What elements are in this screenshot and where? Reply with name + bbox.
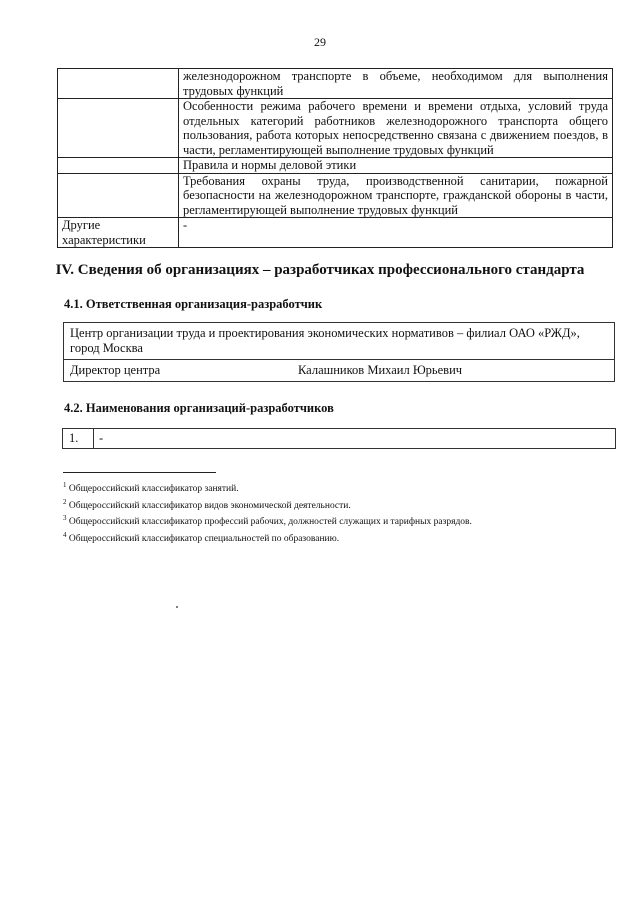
footnote [63, 496, 472, 513]
footnote-mark: 4 [63, 530, 67, 539]
footnote-mark: 1 [63, 481, 67, 489]
developers-box [62, 428, 616, 449]
scan-speck [176, 606, 178, 608]
section-title: IV. Сведения об организациях – разработчиках профессионального стандарта [55, 262, 585, 278]
head-role: Директор центра [70, 363, 161, 377]
table-cell-right: Правила и нормы деловой этики [179, 158, 613, 174]
table-cell-left [58, 69, 179, 99]
table-cell-right: - [179, 218, 613, 248]
footnote [63, 529, 472, 546]
table-cell-left: Другие характеристики [58, 218, 179, 248]
developer-name: - [99, 431, 104, 445]
table-cell-right: железнодорожном транспорте в объеме, необходимом для выполнения трудовых функций [179, 69, 613, 99]
footnote-text: Общероссийский классификатор видов экономической деятельности. [68, 500, 351, 511]
subsection-title-developers: 4.2. Наименования организаций-разработчиков [64, 401, 334, 415]
subsection-title-responsible: 4.1. Ответственная организация-разработчик [64, 297, 323, 311]
footnote-divider [63, 472, 216, 473]
responsible-org-box [63, 322, 615, 382]
footnote-mark: 2 [63, 497, 67, 506]
requirements-table [57, 68, 613, 248]
org-name: Центр организации труда и проектирования экономических нормативов – филиал ОАО «РЖД», город Москва [64, 323, 614, 360]
table-row [58, 99, 613, 158]
page-number: 29 [314, 35, 326, 49]
developer-number: 1. [69, 431, 79, 445]
footnotes [63, 479, 472, 546]
head-name: Калашников Михаил Юрьевич [298, 363, 463, 377]
table-cell-left [58, 173, 179, 218]
table-row [58, 173, 613, 218]
footnote [63, 512, 472, 529]
footnote [63, 479, 472, 496]
table-row [58, 69, 613, 99]
cell-divider [93, 429, 94, 448]
table-cell-left [58, 158, 179, 174]
table-cell-right: Особенности режима рабочего времени и времени отдыха, условий труда отдельных категорий работников железнодорожного транспорта общего пользования, работа которых непосредственно связана с движением поездов, в части, регламентирующей выполнение трудовых функций [179, 99, 613, 158]
table-cell-right: Требования охраны труда, производственной санитарии, пожарной безопасности на железнодорожном транспорте, гражданской обороны в части, регламентирующей выполнение трудовых функций [179, 173, 613, 218]
footnote-mark: 3 [63, 514, 67, 523]
table-cell-left [58, 99, 179, 158]
footnote-text: Общероссийский классификатор профессий рабочих, должностей служащих и тарифных разрядов. [68, 517, 472, 528]
table-row [58, 218, 613, 248]
footnote-text: Общероссийский классификатор специальностей по образованию. [68, 534, 340, 545]
footnote-text: Общероссийский классификатор занятий. [68, 484, 239, 495]
org-head-row [64, 360, 614, 381]
table-row [58, 158, 613, 174]
